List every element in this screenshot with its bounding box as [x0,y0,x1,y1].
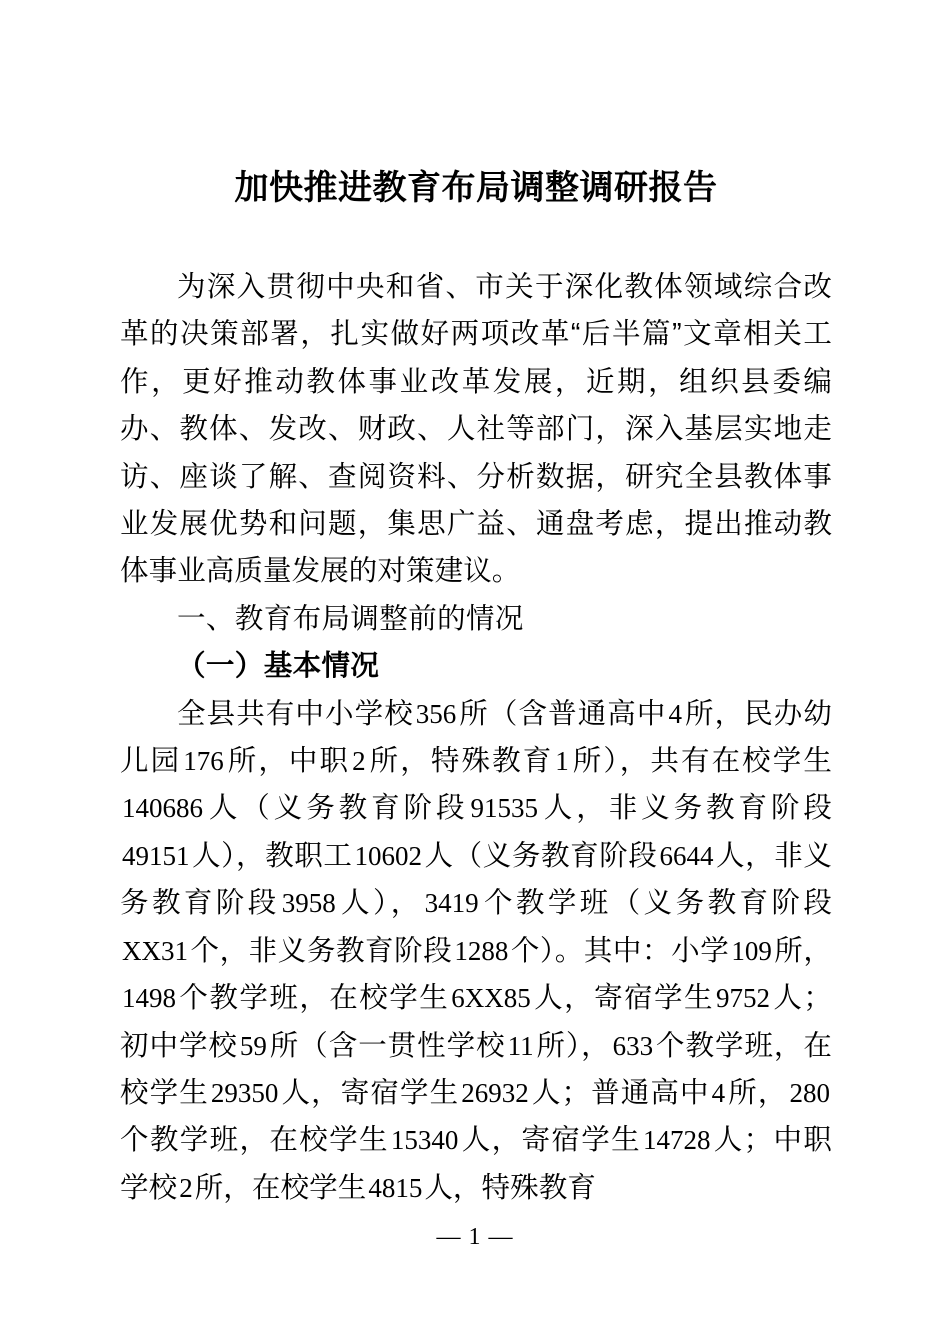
section-heading-level1: 一、教育布局调整前的情况 [177,603,524,635]
numeric-value: 4 [711,1077,726,1108]
numeric-value: 14728 [642,1125,711,1156]
numeric-value: 59 [239,1030,267,1061]
numeric-value: 6XX85 [451,983,531,1014]
numeric-value: 1288 [454,935,509,966]
numeric-value: 1 [555,746,569,777]
numeric-value: 2 [179,1172,193,1203]
numeric-value: 11 [507,1030,534,1061]
numeric-value: 15340 [390,1125,459,1156]
numeric-value: 91535 [470,793,538,824]
numeric-value: 29350 [210,1077,279,1108]
numeric-value: XX31 [122,935,188,966]
numeric-value: 356 [415,698,457,729]
document-content [120,160,832,1212]
numeric-value: 140686 [122,793,203,824]
numeric-value: 2 [352,746,366,777]
page-number-footer: — 1 — [436,1224,514,1250]
numeric-value: 280 [789,1077,830,1108]
numeric-value: 4815 [368,1172,423,1203]
numeric-value: 26932 [461,1077,529,1108]
intro-paragraph: 为深入贯彻中央和省、市关于深化教体领域综合改革的决策部署，扎实做好两项改革“后半篇”文章相关工作，更好推动教体事业改革发展，近期，组织县委编办、教体、发改、财政、人社等部门，深入基层实地走访、座谈了解、查阅资料、分析数据，研究全县教体事业发展优势和问题，集思广益、通盘考虑，提出推动教体事业高质量发展的对策建议。 [120,271,832,588]
numeric-value: 4 [668,698,682,729]
numeric-value: 6644 [659,840,714,871]
document-title: 加快推进教育布局调整调研报告 [234,169,718,207]
numeric-value: 3958 [281,888,336,919]
basic-situation-paragraph: 全县共有中小学校356所（含普通高中4所，民办幼儿园176所，中职2所，特殊教育1所），共有在校学生140686人（义务教育阶段91535人，非义务教育阶段49151人），教职工10602人（义务教育阶段6644人，非义务教育阶段3958人），3419个教学班（义务教育阶段XX31个，非义务教育阶段1288个）。其中：小学109所，1498个教学班，在校学生6XX85人，寄宿学生9752人；初中学校59所（含一贯性学校11所），633个教学班，在校学生29350人，寄宿学生26932人；普通高中4所，280个教学班，在校学生15340人，寄宿学生14728人；中职学校2所，在校学生4815人，特殊教育 [120,697,833,1204]
numeric-value: 176 [183,746,224,777]
numeric-value: 1498 [122,983,176,1014]
numeric-value: 9752 [716,983,771,1014]
numeric-value: 10602 [354,840,422,871]
numeric-value: 49151 [122,840,190,871]
section-heading-level2: （一）基本情况 [177,650,380,683]
numeric-value: 3419 [424,888,479,919]
numeric-value: 633 [612,1030,654,1061]
numeric-value: 109 [731,935,772,966]
